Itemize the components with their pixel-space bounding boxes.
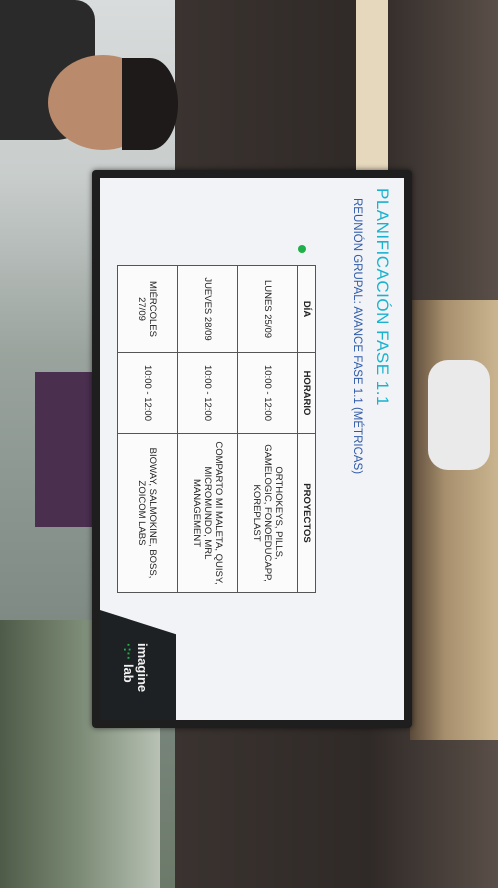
logo-dots: ·:·· xyxy=(121,643,136,661)
logo-line2: lab xyxy=(121,663,136,683)
slide-title: PLANIFICACIÓN FASE 1.1 xyxy=(373,188,392,406)
row-day: MIÉRCOLES 27/09 xyxy=(118,266,178,353)
wood-beam xyxy=(356,0,388,170)
tv-screen xyxy=(100,178,404,720)
header-time: HORARIO xyxy=(298,353,316,434)
person xyxy=(0,0,180,160)
row-projects: BIOWAY, SALMOKINE, BOSS, ZOICOM LABS xyxy=(118,434,178,593)
row-projects: ORTHOKEYS, PILLS, GAMELOGIC, FONOEDUCAPP, KOREPLAST xyxy=(238,434,298,593)
row-time: 10:00 - 12:00 xyxy=(178,353,238,434)
row-projects: COMPARTO MI MALETA, QUISY, MICROMUNDO, MRL MANAGEMENT xyxy=(178,434,238,593)
header-day: DÍA xyxy=(298,266,316,353)
slide-subtitle: REUNIÓN GRUPAL: AVANCE FASE 1.1 (MÉTRICAS) xyxy=(351,198,363,475)
table-row xyxy=(118,266,178,593)
tv-monitor xyxy=(92,170,412,728)
row-time: 10:00 - 12:00 xyxy=(118,353,178,434)
person-hair xyxy=(122,58,178,150)
status-dot-icon xyxy=(298,245,306,253)
schedule-table xyxy=(117,265,316,593)
table-header-row xyxy=(298,266,316,593)
imaginelab-logo xyxy=(121,643,149,692)
row-day: JUEVES 28/09 xyxy=(178,266,238,353)
poster xyxy=(35,372,93,527)
logo-line1: imagine xyxy=(135,643,150,693)
white-cup xyxy=(428,360,490,470)
table-row xyxy=(178,266,238,593)
presentation-slide xyxy=(100,178,404,720)
header-projects: PROYECTOS xyxy=(298,434,316,593)
row-time: 10:00 - 12:00 xyxy=(238,353,298,434)
row-day: LUNES 25/09 xyxy=(238,266,298,353)
table-row xyxy=(238,266,298,593)
